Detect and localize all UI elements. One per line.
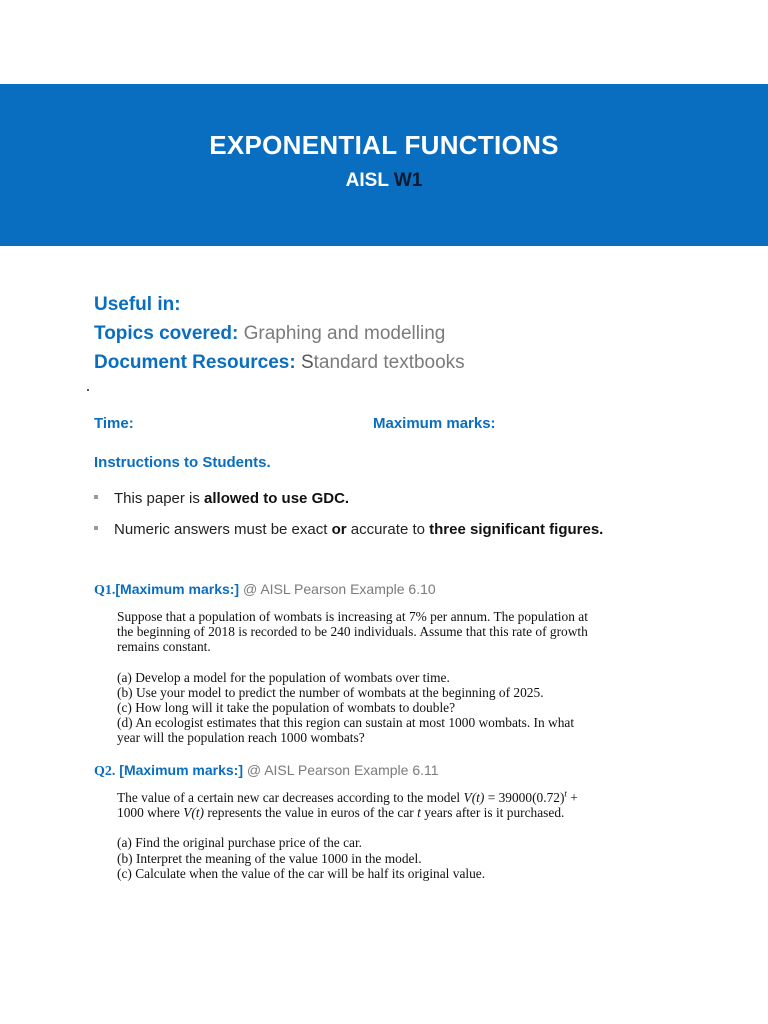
question-marks: [Maximum marks:] bbox=[115, 581, 240, 597]
instruction-text: Numeric answers must be exact bbox=[114, 521, 328, 538]
question-text-part: years after is it purchased. bbox=[424, 805, 565, 821]
question-marks: [Maximum marks:] bbox=[119, 762, 243, 778]
question-2-body bbox=[117, 790, 677, 881]
question-text-part: The value of a certain new car decreases according to the model bbox=[117, 790, 461, 805]
instruction-emphasis: three significant figures. bbox=[429, 521, 604, 538]
resources-label: Document Resources: bbox=[94, 352, 296, 373]
resources-value bbox=[301, 352, 465, 373]
question-part-c: (c) How long will it take the population of wombats to double? bbox=[117, 700, 456, 716]
question-part-d: (d) An ecologist estimates that this region can sustain at most 1000 wombats. In what bbox=[117, 715, 575, 731]
question-text-part: 1000 where bbox=[117, 805, 180, 821]
topics-value: Graphing and modelling bbox=[243, 323, 446, 344]
question-text: remains constant. bbox=[117, 639, 211, 655]
resources-value-first: S bbox=[300, 352, 314, 373]
time-label: Time: bbox=[94, 415, 134, 432]
question-part-b: (b) Interpret the meaning of the value 1000 in the model. bbox=[117, 850, 422, 866]
function-v-of-t: V(t) bbox=[463, 790, 485, 805]
question-text bbox=[117, 805, 677, 820]
topics-label: Topics covered: bbox=[94, 323, 239, 344]
useful-in-label: Useful in: bbox=[94, 294, 181, 315]
equation-rhs: = 39000(0.72) bbox=[484, 790, 565, 805]
course-subtitle bbox=[0, 170, 768, 192]
variable-t: t bbox=[417, 805, 421, 821]
topics-line bbox=[94, 319, 734, 348]
equation-plus: + bbox=[566, 790, 578, 805]
instruction-text: This paper is bbox=[114, 490, 200, 507]
resources-value-rest: tandard textbooks bbox=[313, 352, 465, 373]
bullet-square-icon bbox=[94, 495, 98, 499]
question-part-d-cont: year will the population reach 1000 wombats? bbox=[117, 730, 365, 746]
question-part-a: (a) Find the original purchase price of the car. bbox=[117, 835, 363, 851]
question-2-header bbox=[94, 762, 439, 780]
document-meta bbox=[94, 290, 734, 377]
question-text: the beginning of 2018 is recorded to be 240 individuals. Assume that this rate of growth bbox=[117, 624, 588, 640]
useful-in-line bbox=[94, 290, 734, 319]
question-text-part: represents the value in euros of the car bbox=[207, 805, 414, 821]
bullet-square-icon bbox=[94, 526, 98, 530]
question-part-b: (b) Use your model to predict the number of wombats at the beginning of 2025. bbox=[117, 684, 544, 700]
question-source: @ AISL Pearson Example 6.10 bbox=[242, 581, 436, 597]
instruction-emphasis: allowed to use GDC. bbox=[204, 490, 350, 507]
header-banner bbox=[0, 84, 768, 246]
page-title: EXPONENTIAL FUNCTIONS bbox=[209, 130, 559, 160]
question-number: Q2. bbox=[94, 764, 116, 779]
max-marks-label: Maximum marks: bbox=[373, 415, 496, 432]
instructions-heading: Instructions to Students. bbox=[94, 454, 271, 471]
question-part-c: (c) Calculate when the value of the car will be half its original value. bbox=[117, 865, 486, 881]
question-text bbox=[117, 790, 677, 805]
question-source: @ AISL Pearson Example 6.11 bbox=[246, 762, 439, 778]
exponent-t: t bbox=[564, 788, 567, 799]
question-text: Suppose that a population of wombats is increasing at 7% per annum. The population at bbox=[117, 609, 588, 624]
instruction-item-accuracy bbox=[94, 521, 603, 538]
function-v-of-t: V(t) bbox=[183, 805, 205, 821]
course-name: AISL bbox=[345, 170, 389, 191]
question-1-body bbox=[117, 609, 677, 746]
question-part-a: (a) Develop a model for the population of wombats over time. bbox=[117, 669, 450, 685]
stray-dot bbox=[87, 389, 89, 391]
resources-line bbox=[94, 348, 734, 377]
course-code: W1 bbox=[393, 170, 423, 191]
instruction-or: or bbox=[331, 521, 347, 538]
question-number: Q1. bbox=[94, 583, 116, 598]
instruction-text: accurate to bbox=[350, 521, 425, 538]
question-1-header bbox=[94, 581, 436, 599]
instruction-item-gdc bbox=[94, 490, 349, 507]
